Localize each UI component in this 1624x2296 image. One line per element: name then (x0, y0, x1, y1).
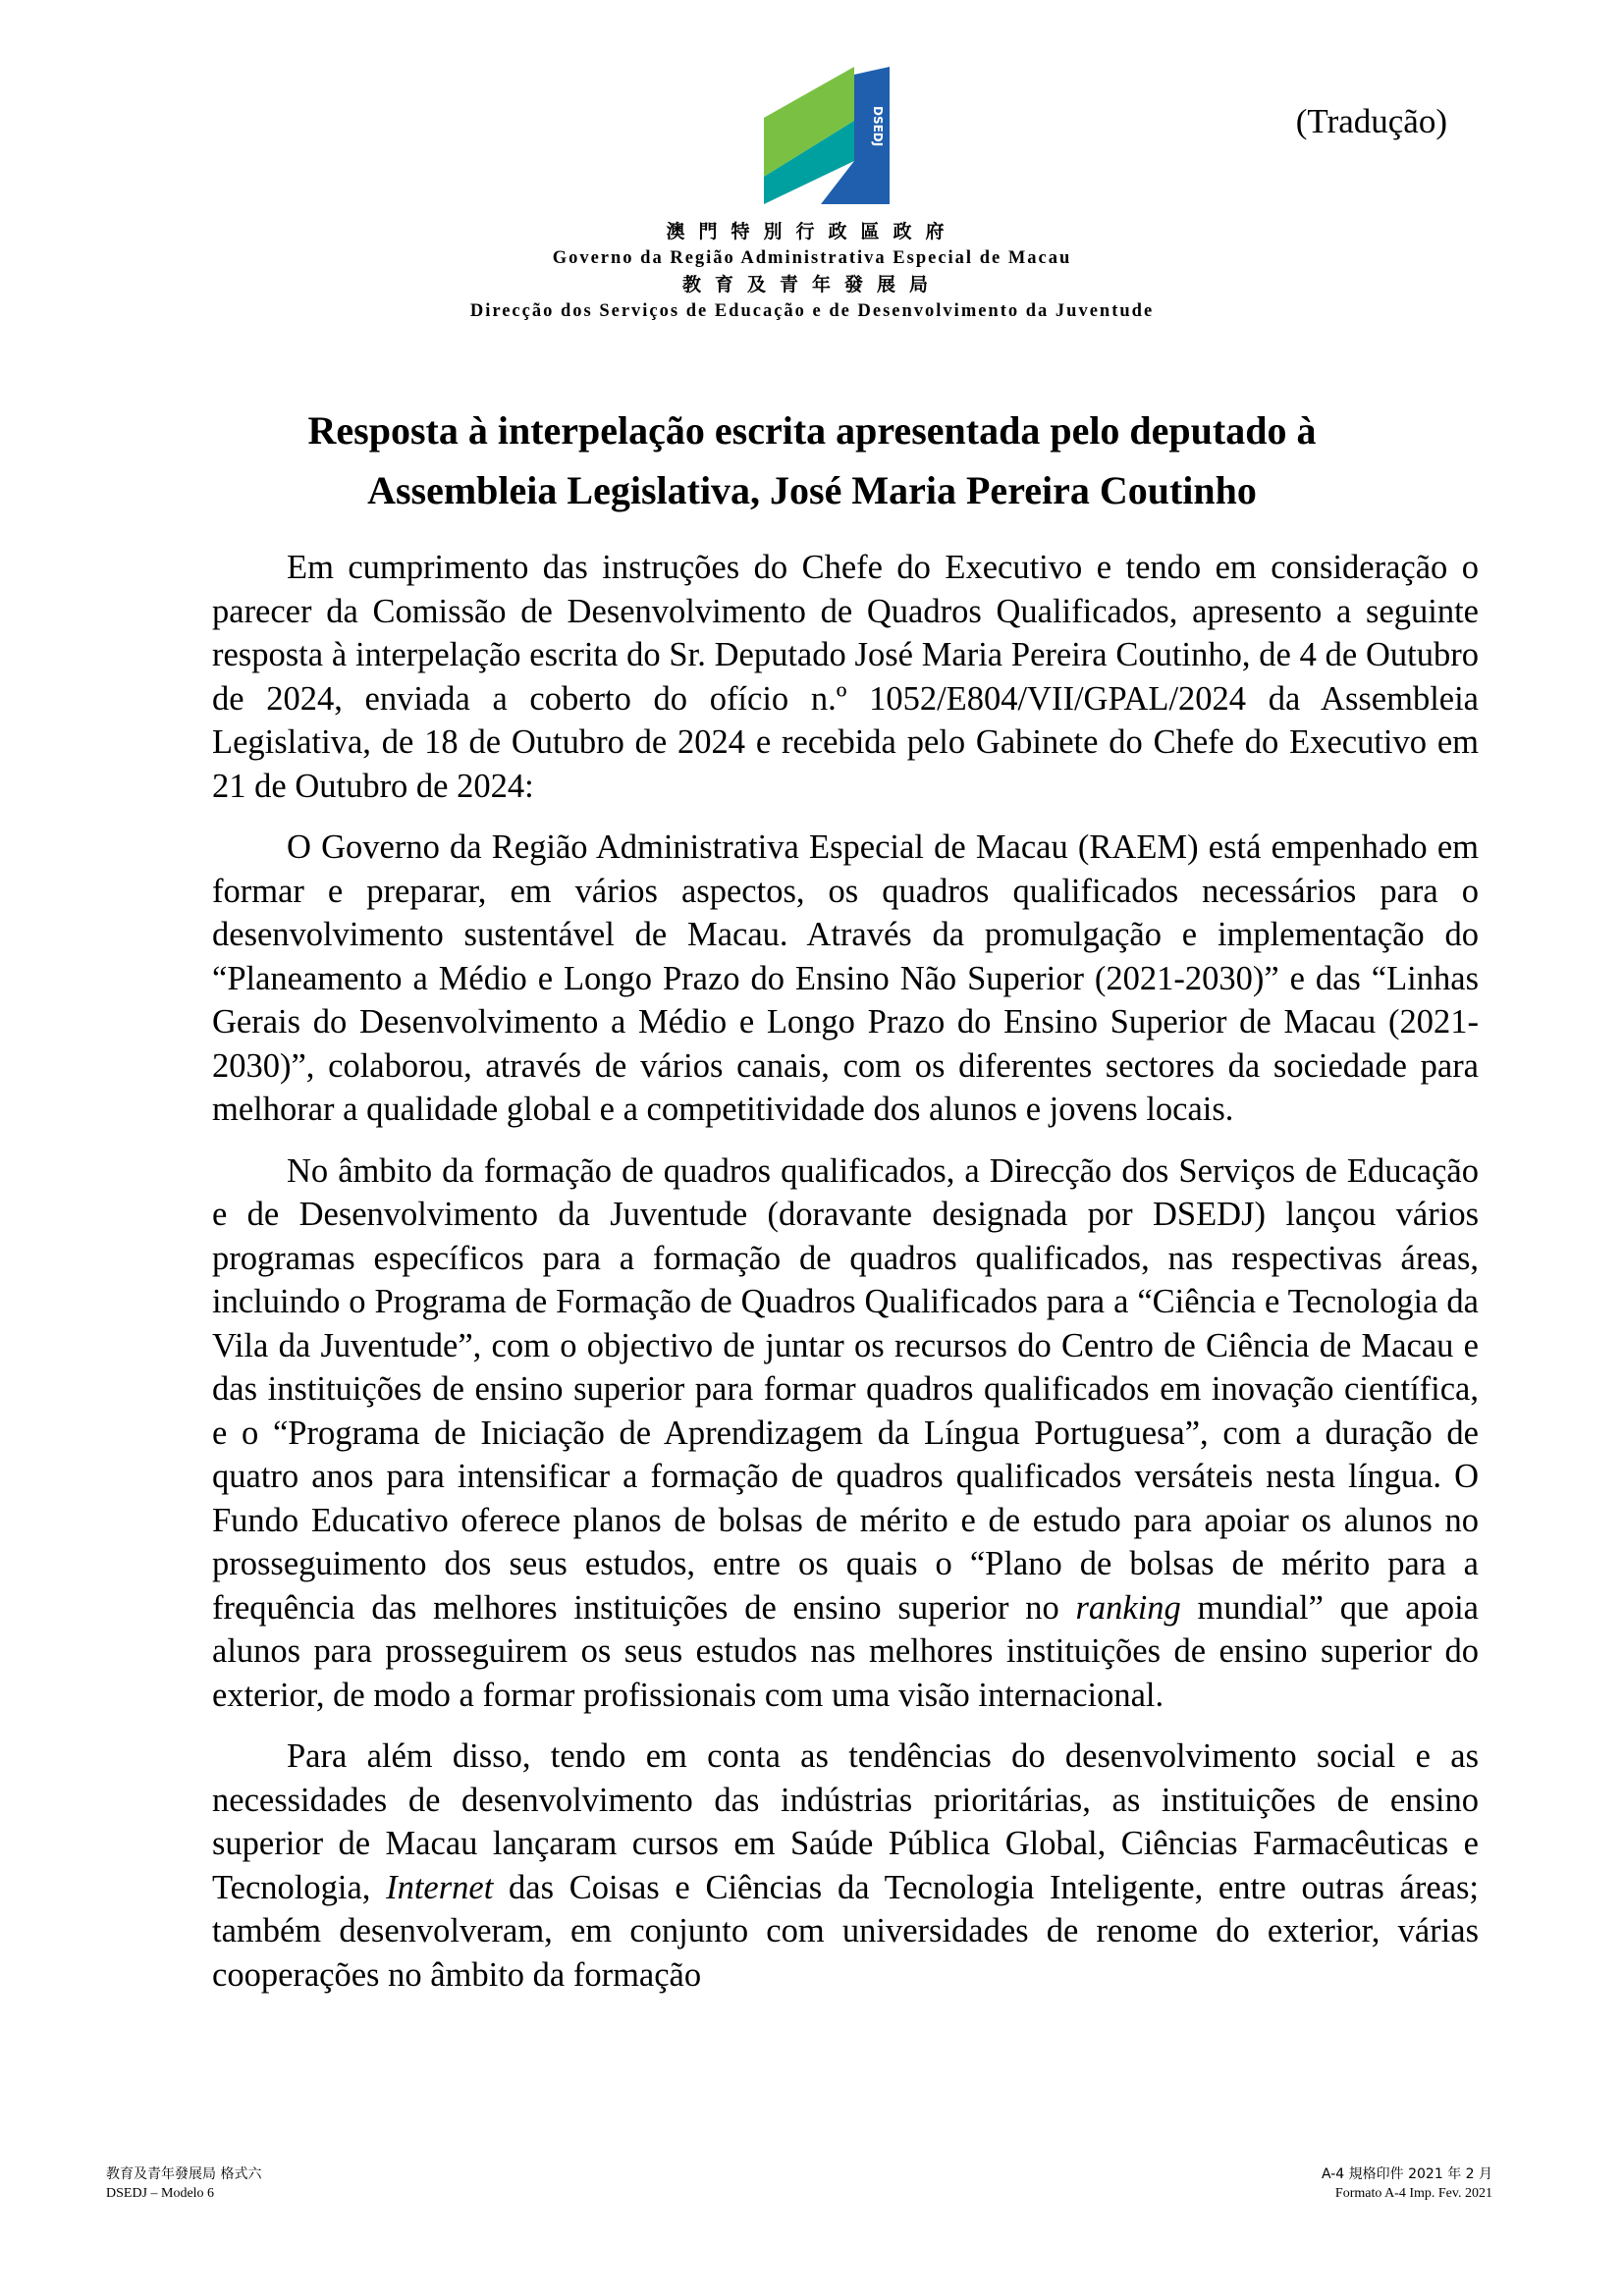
government-name-pt: Governo da Região Administrativa Especial de Macau (552, 248, 1072, 268)
paragraph-4 (212, 1735, 1479, 1997)
translation-label: (Tradução) (1295, 102, 1447, 140)
footer-right-pt: Formato A-4 Imp. Fev. 2021 (1334, 2186, 1492, 2201)
paragraph-3-text-b: mundial” que apoia alunos para prosseguirem os seus estudos nas melhores instituições de ensino superior do exterior, de modo a formar profissionais com uma visão internacional. (212, 1588, 1479, 1714)
footer-right (1322, 2164, 1492, 2204)
paragraph-4-italic: Internet (386, 1868, 494, 1906)
document-title (196, 400, 1428, 520)
paragraph-1: Em cumprimento das instruções do Chefe do Executivo e tendo em consideração o parecer da Comissão de Desenvolvimento de Quadros Qualificados, apresento a seguinte resposta à interpelação escrita do Sr. Deputado José Maria Pereira Coutinho, de 4 de Outubro de 2024, enviada a coberto do ofício n.º 1052/E804/VII/GPAL/2024 da Assembleia Legislativa, de 18 de Outubro de 2024 e recebida pelo Gabinete do Chefe do Executivo em 21 de Outubro de 2024: (212, 549, 1479, 805)
paragraph-2: O Governo da Região Administrativa Especial de Macau (RAEM) está empenhado em formar e preparar, em vários aspectos, os quadros qualificados necessários para o desenvolvimento sustentável de Macau. Através da promulgação e implementação do “Planeamento a Médio e Longo Prazo do Ensino Não Superior (2021-2030)” e das “Linhas Gerais do Desenvolvimento a Médio e Longo Prazo do Ensino Superior de Macau (2021-2030)”, colaborou, através de vários canais, com os diferentes sectores da sociedade para melhorar a qualidade global e a competitividade dos alunos e jovens locais. (212, 828, 1479, 1128)
dsedj-logo (764, 67, 911, 204)
footer-left-zh: 教育及青年發展局 格式六 (106, 2166, 262, 2182)
title-line-1: Resposta à interpelação escrita apresentada pelo deputado à (307, 408, 1317, 453)
paragraph-3 (212, 1149, 1479, 1718)
government-name-zh: 澳門特別行政區政府 (666, 221, 958, 242)
footer-left-pt: DSEDJ – Modelo 6 (106, 2186, 215, 2201)
department-name-zh: 教育及青年發展局 (681, 274, 942, 295)
paragraph-3-text-a: No âmbito da formação de quadros qualificados, a Direcção dos Serviços de Educação e de Desenvolvimento da Juventude (doravante designada por DSEDJ) lançou vários programas específicos para a formação de quadros qualificados, nas respectivas áreas, incluindo o Programa de Formação de Quadros Qualificados para a “Ciência e Tecnologia da Vila da Juventude”, com o objectivo de juntar os recursos do Centro de Ciência de Macau e das instituições de ensino superior para formar quadros qualificados em inovação científica, e o “Programa de Iniciação de Aprendizagem da Língua Portuguesa”, com a duração de quatro anos para intensificar a formação de quadros qualificados versáteis nesta língua. O Fundo Educativo oferece planos de bolsas de mérito e de estudo para apoiar os alunos no prosseguimento dos seus estudos, entre os quais o “Plano de bolsas de mérito para a frequência das melhores instituições de ensino superior no (212, 1151, 1479, 1627)
footer-right-zh: A-4 規格印件 2021 年 2 月 (1321, 2166, 1492, 2182)
title-line-2: Assembleia Legislativa, José Maria Pereira Coutinho (367, 468, 1257, 512)
footer-left (106, 2164, 261, 2204)
paragraph-4-text-b: das Coisas e Ciências da Tecnologia Inteligente, entre outras áreas; também desenvolveram, em conjunto com universidades de renome do exterior, várias cooperações no âmbito da formação (212, 1868, 1479, 1994)
letterhead (0, 218, 1624, 324)
paragraph-4-text-a: Para além disso, tendo em conta as tendências do desenvolvimento social e as necessidades de desenvolvimento das indústrias prioritárias, as instituições de ensino superior de Macau lançaram cursos em Saúde Pública Global, Ciências Farmacêuticas e Tecnologia, (212, 1737, 1479, 1906)
department-name-pt: Direcção dos Serviços de Educação e de Desenvolvimento da Juventude (469, 301, 1155, 321)
paragraph-3-italic: ranking (1075, 1588, 1181, 1627)
document-body (212, 546, 1479, 2014)
logo-text: DSEDJ (871, 106, 885, 147)
